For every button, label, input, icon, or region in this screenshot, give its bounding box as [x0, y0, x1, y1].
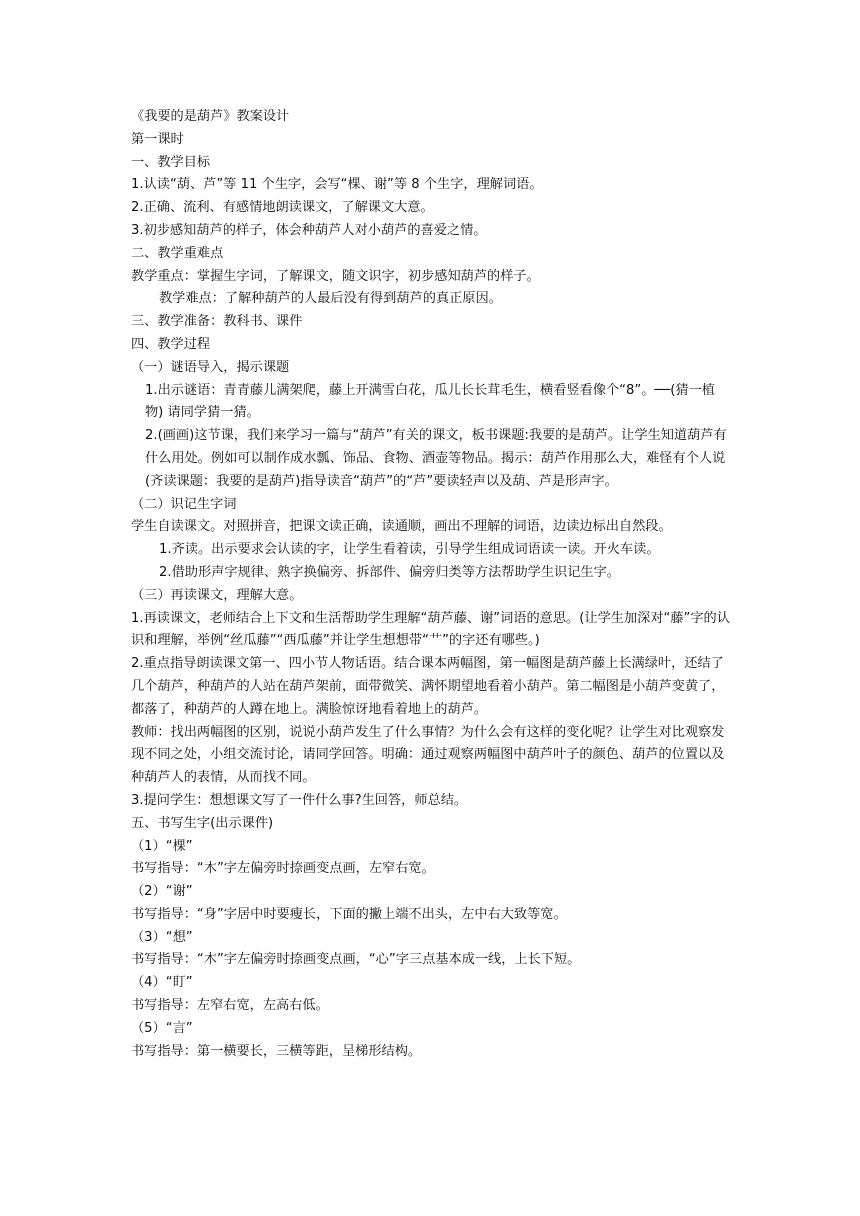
character-guide-4: 书写指导：左窄右宽，左高右低。 [131, 998, 329, 1014]
goal-3: 3.初步感知葫芦的样子，体会种葫芦人对小葫芦的喜爱之情。 [131, 222, 487, 238]
lesson-label: 第一课时 [131, 131, 184, 147]
reread-paragraph-3: 教师：找出两幅图的区别，说说小葫芦发生了什么事情？为什么会有这样的变化呢？让学生对比观察发现不同之处，小组交流讨论，请同学回答。明确：通过观察两幅图中葫芦叶子的颜色、葫芦的位置以及种葫芦人的表情，从而找不同。 [131, 724, 725, 786]
teaching-focus: 教学重点：掌握生字词，了解课文，随文识字，初步感知葫芦的样子。 [131, 268, 540, 284]
document-title: 《我要的是葫芦》教案设计 [131, 109, 290, 124]
character-label-2: （2）“谢” [131, 884, 193, 900]
character-label-5: （5）“言” [131, 1020, 193, 1036]
section-heading-preparation: 三、教学准备：教科书、课件 [131, 314, 303, 330]
riddle-paragraph-1: 1.出示谜语：青青藤儿满架爬，藤上开满雪白花，瓜儿长长茸毛生，横看竖看像个“8”。──(猜一植物) 请同学猜一猜。 [145, 382, 715, 421]
section-heading-keypoints: 二、教学重难点 [131, 245, 224, 261]
reread-paragraph-2: 2.重点指导朗读课文第一、四小节人物话语。结合课本两幅图，第一幅图是葫芦藤上长满绿叶，还结了几个葫芦，种葫芦的人站在葫芦架前，面带微笑、满怀期望地看着小葫芦。第二幅图是小葫芦变黄了，都落了，种葫芦的人蹲在地上。满脸惊讶地看着地上的葫芦。 [131, 656, 725, 717]
character-guide-2: 书写指导：“身”字居中时要瘦长，下面的撇上端不出头，左中右大致等宽。 [131, 906, 567, 922]
subsection-heading-characters: （二）识记生字词 [131, 496, 237, 512]
character-label-1: （1）“棵” [131, 838, 193, 854]
subsection-heading-reread: （三）再读课文，理解大意。 [131, 587, 303, 603]
character-label-4: （4）“盯” [131, 975, 193, 991]
riddle-paragraph-2: 2.(画画)这节课，我们来学习一篇与“葫芦”有关的课文，板书课题:我要的是葫芦。让学生知道葫芦有什么用处。例如可以制作成水瓢、饰品、食物、酒壶等物品。揭示：葫芦作用那么大，难怪有个人说(齐读课题：我要的是葫芦)指导读音“葫芦”的“芦”要读轻声以及葫、芦是形声字。 [145, 428, 727, 489]
character-guide-3: 书写指导：“木”字左偏旁时捺画变点画，“心”字三点基本成一线，上长下短。 [131, 952, 581, 968]
goal-1: 1.认读“葫、芦”等 11 个生字，会写“棵、谢”等 8 个生字，理解词语。 [131, 177, 543, 193]
character-guide-1: 书写指导：“木”字左偏旁时捺画变点画，左窄右宽。 [131, 861, 435, 877]
goal-2: 2.正确、流利、有感情地朗读课文，了解课文大意。 [131, 200, 434, 216]
characters-paragraph-2: 2.借助形声字规律、熟字换偏旁、拆部件、偏旁归类等方法帮助学生识记生字。 [159, 564, 620, 580]
character-guide-5: 书写指导：第一横要长，三横等距，呈梯形结构。 [131, 1043, 422, 1059]
subsection-heading-riddle: （一）谜语导入，揭示课题 [131, 359, 290, 375]
reread-paragraph-1: 1.再读课文，老师结合上下文和生活帮助学生理解“葫芦藤、谢”词语的意思。(让学生加深对“藤”字的认识和理解，举例“丝瓜藤”“西瓜藤”并让学生想想带“艹”的字还有哪些。) [131, 610, 730, 649]
reread-paragraph-4: 3.提问学生：想想课文写了一件什么事?生回答，师总结。 [131, 792, 468, 808]
document-body [131, 106, 733, 1063]
section-heading-goals: 一、教学目标 [131, 154, 211, 170]
characters-paragraph-0: 学生自读课文。对照拼音，把课文读正确，读通顺，画出不理解的词语，边读边标出自然段。 [131, 519, 672, 535]
character-label-3: （3）“想” [131, 929, 193, 945]
characters-paragraph-1: 1.齐读。出示要求会认读的字，让学生看着读，引导学生组成词语读一读。开火车读。 [159, 542, 660, 558]
teaching-difficulty: 教学难点：了解种葫芦的人最后没有得到葫芦的真正原因。 [159, 291, 502, 307]
section-heading-process: 四、教学过程 [131, 336, 211, 352]
section-heading-writing: 五、书写生字(出示课件) [131, 815, 274, 831]
